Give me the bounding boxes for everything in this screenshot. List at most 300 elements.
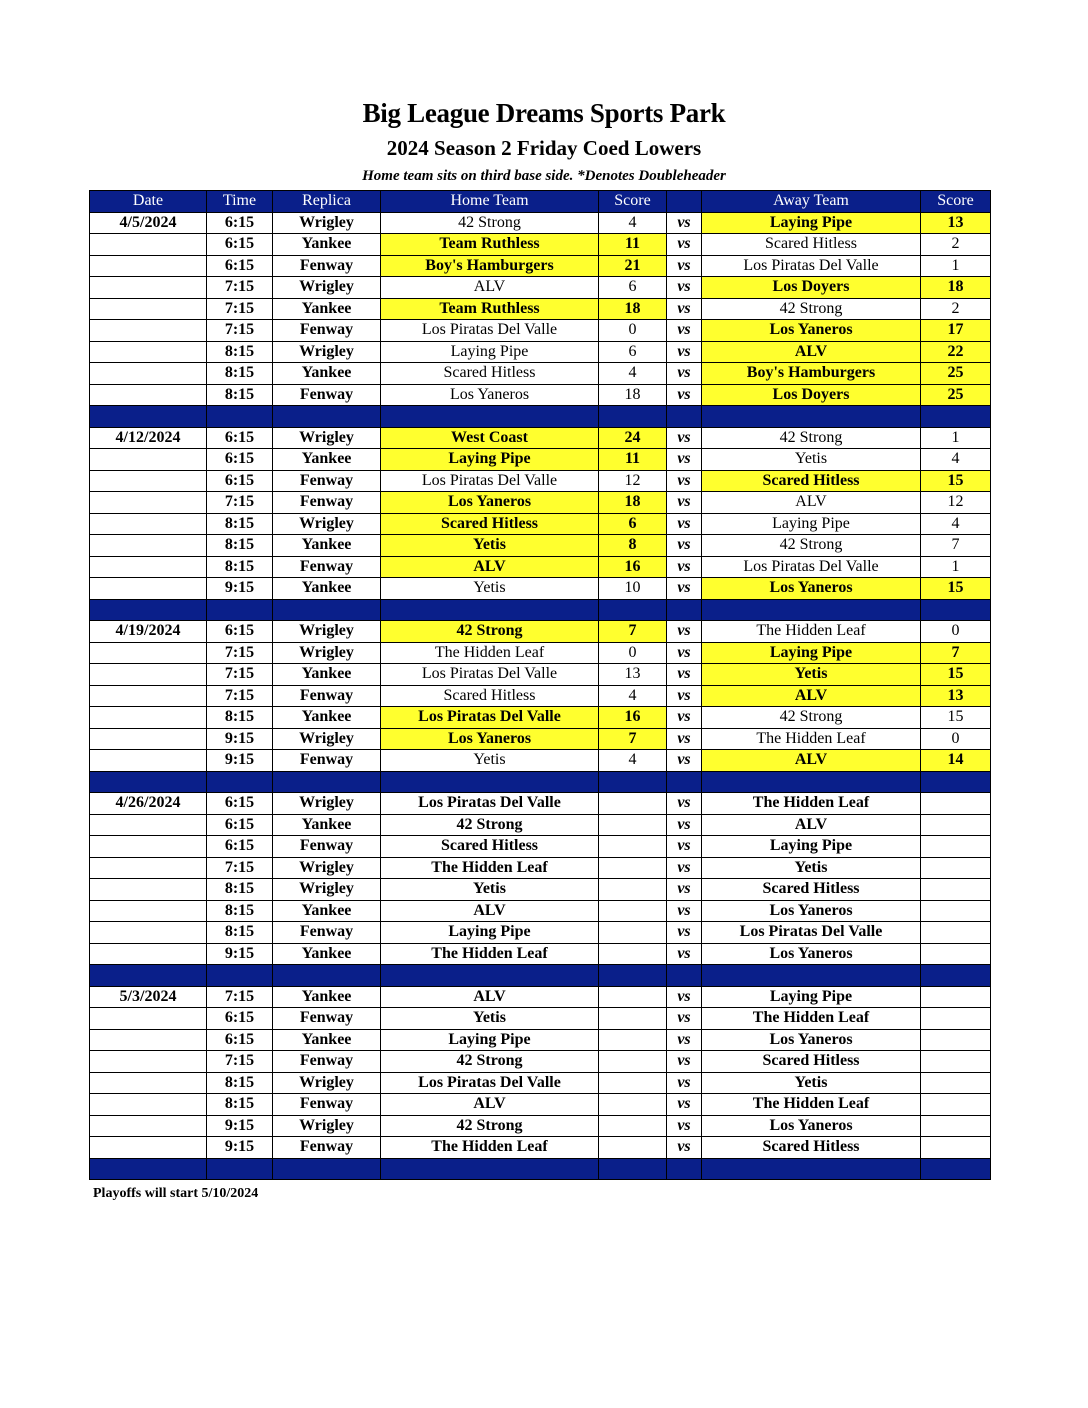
away-score: 15 bbox=[921, 578, 991, 600]
home-team: Scared Hitless bbox=[381, 836, 599, 858]
home-score bbox=[599, 857, 667, 879]
home-team: West Coast bbox=[381, 427, 599, 449]
home-team: Scared Hitless bbox=[381, 513, 599, 535]
home-score: 4 bbox=[599, 212, 667, 234]
away-score: 15 bbox=[921, 707, 991, 729]
game-field: Wrigley bbox=[273, 513, 381, 535]
game-date bbox=[90, 750, 207, 772]
game-row bbox=[90, 621, 991, 643]
home-team: 42 Strong bbox=[381, 1115, 599, 1137]
home-team: Yetis bbox=[381, 879, 599, 901]
home-score: 4 bbox=[599, 685, 667, 707]
away-score bbox=[921, 879, 991, 901]
vs-label: vs bbox=[667, 578, 702, 600]
week-separator bbox=[90, 406, 991, 428]
game-date bbox=[90, 341, 207, 363]
game-time: 6:15 bbox=[207, 621, 273, 643]
away-team: Yetis bbox=[702, 857, 921, 879]
away-score bbox=[921, 1137, 991, 1159]
game-field: Fenway bbox=[273, 320, 381, 342]
vs-label: vs bbox=[667, 449, 702, 471]
game-time: 6:15 bbox=[207, 234, 273, 256]
game-row bbox=[90, 1115, 991, 1137]
game-field: Yankee bbox=[273, 234, 381, 256]
game-date bbox=[90, 857, 207, 879]
away-team: ALV bbox=[702, 341, 921, 363]
game-time: 9:15 bbox=[207, 1137, 273, 1159]
away-team: 42 Strong bbox=[702, 707, 921, 729]
vs-label: vs bbox=[667, 277, 702, 299]
vs-label: vs bbox=[667, 685, 702, 707]
away-score bbox=[921, 1072, 991, 1094]
game-field: Yankee bbox=[273, 578, 381, 600]
game-time: 6:15 bbox=[207, 836, 273, 858]
vs-label: vs bbox=[667, 1072, 702, 1094]
game-row bbox=[90, 707, 991, 729]
separator-cell bbox=[273, 406, 381, 428]
vs-label: vs bbox=[667, 879, 702, 901]
home-score bbox=[599, 1072, 667, 1094]
game-row bbox=[90, 900, 991, 922]
away-team: 42 Strong bbox=[702, 298, 921, 320]
away-team: Laying Pipe bbox=[702, 642, 921, 664]
col-header-away-score: Score bbox=[921, 191, 991, 213]
away-team: Yetis bbox=[702, 664, 921, 686]
home-team: 42 Strong bbox=[381, 621, 599, 643]
home-team: Laying Pipe bbox=[381, 922, 599, 944]
game-time: 8:15 bbox=[207, 535, 273, 557]
separator-cell bbox=[667, 771, 702, 793]
home-score: 0 bbox=[599, 642, 667, 664]
game-field: Fenway bbox=[273, 1051, 381, 1073]
home-team: Laying Pipe bbox=[381, 341, 599, 363]
game-time: 8:15 bbox=[207, 879, 273, 901]
home-team: 42 Strong bbox=[381, 212, 599, 234]
game-row bbox=[90, 857, 991, 879]
vs-label: vs bbox=[667, 556, 702, 578]
separator-cell bbox=[273, 965, 381, 987]
home-score: 6 bbox=[599, 277, 667, 299]
separator-cell bbox=[702, 965, 921, 987]
away-team: Los Yaneros bbox=[702, 900, 921, 922]
game-row bbox=[90, 363, 991, 385]
home-score bbox=[599, 1094, 667, 1116]
away-team: Los Doyers bbox=[702, 277, 921, 299]
away-team: Los Piratas Del Valle bbox=[702, 922, 921, 944]
separator-cell bbox=[207, 771, 273, 793]
home-team: ALV bbox=[381, 1094, 599, 1116]
home-score: 18 bbox=[599, 298, 667, 320]
game-date bbox=[90, 492, 207, 514]
game-time: 7:15 bbox=[207, 492, 273, 514]
separator-cell bbox=[599, 1158, 667, 1180]
game-field: Fenway bbox=[273, 750, 381, 772]
game-time: 8:15 bbox=[207, 900, 273, 922]
game-date bbox=[90, 513, 207, 535]
separator-cell bbox=[207, 1158, 273, 1180]
away-team: Yetis bbox=[702, 1072, 921, 1094]
game-date bbox=[90, 449, 207, 471]
game-time: 7:15 bbox=[207, 1051, 273, 1073]
game-row bbox=[90, 535, 991, 557]
game-date bbox=[90, 685, 207, 707]
game-row bbox=[90, 1029, 991, 1051]
game-field: Fenway bbox=[273, 922, 381, 944]
game-row bbox=[90, 986, 991, 1008]
separator-cell bbox=[702, 406, 921, 428]
separator-cell bbox=[90, 599, 207, 621]
separator-cell bbox=[90, 771, 207, 793]
schedule-table bbox=[89, 190, 991, 1180]
col-header-replica: Replica bbox=[273, 191, 381, 213]
game-time: 6:15 bbox=[207, 449, 273, 471]
away-team: Yetis bbox=[702, 449, 921, 471]
away-team: ALV bbox=[702, 685, 921, 707]
game-date bbox=[90, 363, 207, 385]
away-score: 1 bbox=[921, 427, 991, 449]
separator-cell bbox=[667, 406, 702, 428]
home-team: Team Ruthless bbox=[381, 234, 599, 256]
away-team: Los Piratas Del Valle bbox=[702, 255, 921, 277]
home-team: ALV bbox=[381, 556, 599, 578]
game-field: Wrigley bbox=[273, 857, 381, 879]
home-score: 18 bbox=[599, 384, 667, 406]
home-team: 42 Strong bbox=[381, 814, 599, 836]
away-team: ALV bbox=[702, 492, 921, 514]
separator-cell bbox=[921, 406, 991, 428]
away-team: Los Yaneros bbox=[702, 1115, 921, 1137]
game-row bbox=[90, 427, 991, 449]
away-score: 1 bbox=[921, 255, 991, 277]
vs-label: vs bbox=[667, 1008, 702, 1030]
game-date bbox=[90, 728, 207, 750]
separator-cell bbox=[702, 771, 921, 793]
vs-label: vs bbox=[667, 535, 702, 557]
game-date bbox=[90, 578, 207, 600]
away-team: ALV bbox=[702, 750, 921, 772]
vs-label: vs bbox=[667, 793, 702, 815]
game-date bbox=[90, 1094, 207, 1116]
game-field: Wrigley bbox=[273, 277, 381, 299]
game-row bbox=[90, 277, 991, 299]
home-score bbox=[599, 1029, 667, 1051]
home-score: 21 bbox=[599, 255, 667, 277]
separator-cell bbox=[90, 406, 207, 428]
week-separator bbox=[90, 599, 991, 621]
game-field: Wrigley bbox=[273, 1115, 381, 1137]
game-row bbox=[90, 384, 991, 406]
separator-cell bbox=[381, 771, 599, 793]
game-date bbox=[90, 556, 207, 578]
game-date bbox=[90, 320, 207, 342]
away-team: The Hidden Leaf bbox=[702, 1094, 921, 1116]
game-time: 7:15 bbox=[207, 277, 273, 299]
game-time: 8:15 bbox=[207, 1072, 273, 1094]
game-time: 6:15 bbox=[207, 814, 273, 836]
game-time: 6:15 bbox=[207, 212, 273, 234]
playoffs-note: Playoffs will start 5/10/2024 bbox=[93, 1186, 259, 1201]
home-score: 0 bbox=[599, 320, 667, 342]
separator-cell bbox=[921, 599, 991, 621]
away-team: 42 Strong bbox=[702, 427, 921, 449]
away-team: ALV bbox=[702, 814, 921, 836]
home-team: ALV bbox=[381, 277, 599, 299]
game-field: Yankee bbox=[273, 900, 381, 922]
away-score: 7 bbox=[921, 535, 991, 557]
separator-cell bbox=[599, 406, 667, 428]
vs-label: vs bbox=[667, 1051, 702, 1073]
game-date bbox=[90, 1029, 207, 1051]
game-row bbox=[90, 1051, 991, 1073]
home-score: 24 bbox=[599, 427, 667, 449]
game-date bbox=[90, 922, 207, 944]
away-score bbox=[921, 943, 991, 965]
away-score bbox=[921, 793, 991, 815]
away-score: 25 bbox=[921, 384, 991, 406]
separator-cell bbox=[702, 599, 921, 621]
vs-label: vs bbox=[667, 836, 702, 858]
home-team: Boy's Hamburgers bbox=[381, 255, 599, 277]
game-date bbox=[90, 384, 207, 406]
away-team: Laying Pipe bbox=[702, 986, 921, 1008]
game-field: Yankee bbox=[273, 449, 381, 471]
vs-label: vs bbox=[667, 320, 702, 342]
game-date bbox=[90, 535, 207, 557]
home-score bbox=[599, 814, 667, 836]
home-score: 10 bbox=[599, 578, 667, 600]
vs-label: vs bbox=[667, 1094, 702, 1116]
away-team: Laying Pipe bbox=[702, 836, 921, 858]
away-team: Scared Hitless bbox=[702, 470, 921, 492]
away-score: 18 bbox=[921, 277, 991, 299]
home-score bbox=[599, 1051, 667, 1073]
away-score bbox=[921, 1115, 991, 1137]
game-row bbox=[90, 556, 991, 578]
game-date bbox=[90, 255, 207, 277]
separator-cell bbox=[207, 965, 273, 987]
separator-cell bbox=[273, 771, 381, 793]
vs-label: vs bbox=[667, 857, 702, 879]
game-row bbox=[90, 664, 991, 686]
away-score: 2 bbox=[921, 234, 991, 256]
home-team: Los Piratas Del Valle bbox=[381, 793, 599, 815]
game-row bbox=[90, 449, 991, 471]
vs-label: vs bbox=[667, 341, 702, 363]
home-team: ALV bbox=[381, 986, 599, 1008]
home-team: The Hidden Leaf bbox=[381, 943, 599, 965]
game-field: Yankee bbox=[273, 707, 381, 729]
separator-cell bbox=[381, 1158, 599, 1180]
separator-cell bbox=[90, 965, 207, 987]
game-field: Wrigley bbox=[273, 642, 381, 664]
game-field: Yankee bbox=[273, 535, 381, 557]
game-time: 8:15 bbox=[207, 384, 273, 406]
vs-label: vs bbox=[667, 470, 702, 492]
game-field: Wrigley bbox=[273, 1072, 381, 1094]
away-team: Boy's Hamburgers bbox=[702, 363, 921, 385]
separator-cell bbox=[381, 599, 599, 621]
home-team: Yetis bbox=[381, 750, 599, 772]
game-field: Wrigley bbox=[273, 341, 381, 363]
vs-label: vs bbox=[667, 234, 702, 256]
away-score bbox=[921, 922, 991, 944]
col-header-home-team: Home Team bbox=[381, 191, 599, 213]
game-time: 7:15 bbox=[207, 642, 273, 664]
game-row bbox=[90, 234, 991, 256]
separator-cell bbox=[702, 1158, 921, 1180]
home-score bbox=[599, 793, 667, 815]
home-team: 42 Strong bbox=[381, 1051, 599, 1073]
home-team: Los Piratas Del Valle bbox=[381, 1072, 599, 1094]
home-team: Yetis bbox=[381, 535, 599, 557]
separator-cell bbox=[599, 599, 667, 621]
home-score: 7 bbox=[599, 621, 667, 643]
vs-label: vs bbox=[667, 1115, 702, 1137]
game-date bbox=[90, 298, 207, 320]
vs-label: vs bbox=[667, 427, 702, 449]
game-time: 6:15 bbox=[207, 1008, 273, 1030]
vs-label: vs bbox=[667, 298, 702, 320]
game-row bbox=[90, 922, 991, 944]
game-time: 8:15 bbox=[207, 922, 273, 944]
away-team: Laying Pipe bbox=[702, 212, 921, 234]
game-time: 9:15 bbox=[207, 750, 273, 772]
game-time: 8:15 bbox=[207, 341, 273, 363]
away-score: 1 bbox=[921, 556, 991, 578]
away-team: Scared Hitless bbox=[702, 234, 921, 256]
away-score bbox=[921, 1029, 991, 1051]
vs-label: vs bbox=[667, 621, 702, 643]
vs-label: vs bbox=[667, 943, 702, 965]
home-team: Los Yaneros bbox=[381, 728, 599, 750]
away-score: 15 bbox=[921, 470, 991, 492]
separator-cell bbox=[207, 406, 273, 428]
home-score: 8 bbox=[599, 535, 667, 557]
game-time: 9:15 bbox=[207, 1115, 273, 1137]
game-time: 7:15 bbox=[207, 986, 273, 1008]
col-header-vs bbox=[667, 191, 702, 213]
game-row bbox=[90, 836, 991, 858]
vs-label: vs bbox=[667, 922, 702, 944]
vs-label: vs bbox=[667, 1029, 702, 1051]
game-date: 4/5/2024 bbox=[90, 212, 207, 234]
home-team: The Hidden Leaf bbox=[381, 857, 599, 879]
home-team: Laying Pipe bbox=[381, 1029, 599, 1051]
home-score: 18 bbox=[599, 492, 667, 514]
game-field: Fenway bbox=[273, 384, 381, 406]
away-team: Los Yaneros bbox=[702, 320, 921, 342]
home-score: 13 bbox=[599, 664, 667, 686]
game-date bbox=[90, 1008, 207, 1030]
game-date: 4/26/2024 bbox=[90, 793, 207, 815]
away-score: 7 bbox=[921, 642, 991, 664]
separator-cell bbox=[381, 965, 599, 987]
game-time: 6:15 bbox=[207, 255, 273, 277]
game-date bbox=[90, 900, 207, 922]
game-time: 9:15 bbox=[207, 728, 273, 750]
schedule-body bbox=[90, 212, 991, 1180]
game-date: 5/3/2024 bbox=[90, 986, 207, 1008]
game-row bbox=[90, 1094, 991, 1116]
away-team: Scared Hitless bbox=[702, 1137, 921, 1159]
game-field: Fenway bbox=[273, 836, 381, 858]
home-team: Yetis bbox=[381, 1008, 599, 1030]
separator-cell bbox=[921, 771, 991, 793]
away-score: 4 bbox=[921, 513, 991, 535]
home-score: 6 bbox=[599, 513, 667, 535]
vs-label: vs bbox=[667, 255, 702, 277]
game-field: Yankee bbox=[273, 298, 381, 320]
game-field: Wrigley bbox=[273, 427, 381, 449]
away-team: Scared Hitless bbox=[702, 879, 921, 901]
game-field: Fenway bbox=[273, 255, 381, 277]
separator-cell bbox=[90, 1158, 207, 1180]
home-score bbox=[599, 1137, 667, 1159]
game-field: Yankee bbox=[273, 814, 381, 836]
game-time: 7:15 bbox=[207, 664, 273, 686]
game-date bbox=[90, 664, 207, 686]
away-score: 13 bbox=[921, 685, 991, 707]
away-score: 4 bbox=[921, 449, 991, 471]
game-date bbox=[90, 1072, 207, 1094]
game-time: 9:15 bbox=[207, 943, 273, 965]
game-time: 6:15 bbox=[207, 470, 273, 492]
game-row bbox=[90, 943, 991, 965]
home-score bbox=[599, 922, 667, 944]
home-team: Los Yaneros bbox=[381, 492, 599, 514]
game-row bbox=[90, 750, 991, 772]
game-time: 7:15 bbox=[207, 320, 273, 342]
game-row bbox=[90, 793, 991, 815]
game-row bbox=[90, 578, 991, 600]
game-field: Yankee bbox=[273, 664, 381, 686]
week-separator bbox=[90, 1158, 991, 1180]
away-score bbox=[921, 836, 991, 858]
home-score bbox=[599, 900, 667, 922]
vs-label: vs bbox=[667, 642, 702, 664]
game-field: Yankee bbox=[273, 986, 381, 1008]
separator-cell bbox=[599, 965, 667, 987]
away-team: Los Yaneros bbox=[702, 943, 921, 965]
game-date: 4/19/2024 bbox=[90, 621, 207, 643]
home-score bbox=[599, 943, 667, 965]
vs-label: vs bbox=[667, 513, 702, 535]
header-row bbox=[90, 191, 991, 213]
game-date bbox=[90, 277, 207, 299]
game-time: 8:15 bbox=[207, 707, 273, 729]
away-score bbox=[921, 900, 991, 922]
away-score: 14 bbox=[921, 750, 991, 772]
game-time: 6:15 bbox=[207, 427, 273, 449]
away-score bbox=[921, 986, 991, 1008]
away-score: 0 bbox=[921, 621, 991, 643]
col-header-date: Date bbox=[90, 191, 207, 213]
separator-cell bbox=[667, 1158, 702, 1180]
separator-cell bbox=[273, 599, 381, 621]
away-score: 15 bbox=[921, 664, 991, 686]
game-field: Fenway bbox=[273, 1008, 381, 1030]
game-field: Fenway bbox=[273, 685, 381, 707]
separator-cell bbox=[921, 1158, 991, 1180]
game-time: 6:15 bbox=[207, 1029, 273, 1051]
away-score: 0 bbox=[921, 728, 991, 750]
game-date bbox=[90, 1115, 207, 1137]
page-subtitle: 2024 Season 2 Friday Coed Lowers bbox=[386, 136, 702, 160]
game-field: Fenway bbox=[273, 470, 381, 492]
home-score: 11 bbox=[599, 234, 667, 256]
game-field: Yankee bbox=[273, 363, 381, 385]
game-row bbox=[90, 470, 991, 492]
